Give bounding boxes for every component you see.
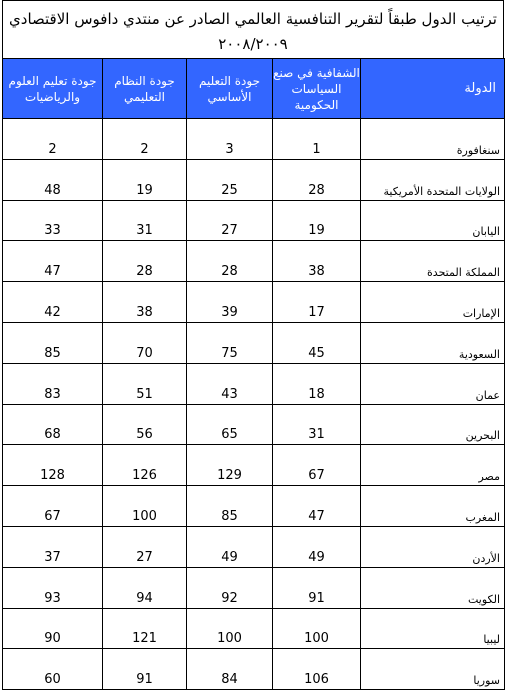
cell-country: اليابان <box>361 200 505 241</box>
cell-education-system: 28 <box>103 241 187 282</box>
cell-basic-education: 3 <box>187 119 273 160</box>
cell-basic-education: 39 <box>187 282 273 323</box>
cell-education-system: 51 <box>103 363 187 404</box>
cell-science-math: 47 <box>3 241 103 282</box>
cell-transparency: 106 <box>273 649 361 690</box>
cell-education-system: 19 <box>103 159 187 200</box>
cell-education-system: 2 <box>103 119 187 160</box>
header-country: الدولة <box>361 59 505 119</box>
cell-basic-education: 129 <box>187 445 273 486</box>
cell-transparency: 45 <box>273 322 361 363</box>
cell-education-system: 56 <box>103 404 187 445</box>
cell-basic-education: 43 <box>187 363 273 404</box>
title-line-1: ترتيب الدول طبقاً لتقرير التنافسية العالمي الصادر عن منتدي دافوس الاقتصادي <box>9 10 497 28</box>
cell-transparency: 67 <box>273 445 361 486</box>
table-row <box>3 159 505 200</box>
cell-country: الإمارات <box>361 282 505 323</box>
cell-education-system: 38 <box>103 282 187 323</box>
table-row <box>3 119 505 160</box>
cell-transparency: 28 <box>273 159 361 200</box>
header-transparency: الشفافية في صنع السياسات الحكومية <box>273 59 361 119</box>
cell-country: الأردن <box>361 526 505 567</box>
table-row <box>3 608 505 649</box>
cell-transparency: 17 <box>273 282 361 323</box>
cell-education-system: 27 <box>103 526 187 567</box>
table-row <box>3 200 505 241</box>
cell-transparency: 91 <box>273 567 361 608</box>
cell-science-math: 128 <box>3 445 103 486</box>
table-row <box>3 322 505 363</box>
table-row <box>3 363 505 404</box>
cell-basic-education: 25 <box>187 159 273 200</box>
cell-science-math: 90 <box>3 608 103 649</box>
table-row <box>3 567 505 608</box>
cell-science-math: 37 <box>3 526 103 567</box>
cell-transparency: 100 <box>273 608 361 649</box>
cell-transparency: 38 <box>273 241 361 282</box>
table-row <box>3 282 505 323</box>
header-science-math: جودة تعليم العلوم والرياضيات <box>3 59 103 119</box>
cell-transparency: 19 <box>273 200 361 241</box>
cell-science-math: 33 <box>3 200 103 241</box>
header-basic-education: جودة التعليم الأساسي <box>187 59 273 119</box>
cell-basic-education: 92 <box>187 567 273 608</box>
cell-science-math: 83 <box>3 363 103 404</box>
cell-basic-education: 28 <box>187 241 273 282</box>
cell-science-math: 67 <box>3 486 103 527</box>
cell-transparency: 18 <box>273 363 361 404</box>
cell-education-system: 91 <box>103 649 187 690</box>
cell-basic-education: 65 <box>187 404 273 445</box>
cell-country: السعودية <box>361 322 505 363</box>
cell-country: المغرب <box>361 486 505 527</box>
cell-country: سنغافورة <box>361 119 505 160</box>
cell-country: المملكة المتحدة <box>361 241 505 282</box>
cell-country: ليبيا <box>361 608 505 649</box>
table-row <box>3 649 505 690</box>
table-row <box>3 404 505 445</box>
cell-transparency: 1 <box>273 119 361 160</box>
cell-education-system: 31 <box>103 200 187 241</box>
cell-basic-education: 27 <box>187 200 273 241</box>
cell-country: البحرين <box>361 404 505 445</box>
cell-science-math: 42 <box>3 282 103 323</box>
cell-science-math: 2 <box>3 119 103 160</box>
table-title <box>2 0 504 58</box>
header-row <box>3 59 505 119</box>
cell-education-system: 121 <box>103 608 187 649</box>
cell-science-math: 60 <box>3 649 103 690</box>
cell-country: سوريا <box>361 649 505 690</box>
cell-basic-education: 84 <box>187 649 273 690</box>
cell-education-system: 94 <box>103 567 187 608</box>
cell-education-system: 100 <box>103 486 187 527</box>
cell-country: عمان <box>361 363 505 404</box>
header-education-system: جودة النظام التعليمي <box>103 59 187 119</box>
cell-basic-education: 85 <box>187 486 273 527</box>
spreadsheet <box>2 0 504 688</box>
cell-basic-education: 100 <box>187 608 273 649</box>
table-row <box>3 445 505 486</box>
table-row <box>3 486 505 527</box>
cell-transparency: 47 <box>273 486 361 527</box>
cell-science-math: 85 <box>3 322 103 363</box>
table-row <box>3 526 505 567</box>
cell-country: مصر <box>361 445 505 486</box>
cell-education-system: 126 <box>103 445 187 486</box>
cell-science-math: 93 <box>3 567 103 608</box>
cell-science-math: 48 <box>3 159 103 200</box>
ranking-table <box>2 58 505 690</box>
cell-science-math: 68 <box>3 404 103 445</box>
cell-country: الكويت <box>361 567 505 608</box>
cell-basic-education: 75 <box>187 322 273 363</box>
cell-transparency: 31 <box>273 404 361 445</box>
cell-country: الولايات المتحدة الأمريكية <box>361 159 505 200</box>
cell-transparency: 49 <box>273 526 361 567</box>
cell-education-system: 70 <box>103 322 187 363</box>
table-row <box>3 241 505 282</box>
title-line-2: ٢٠٠٨/٢٠٠٩ <box>218 35 288 53</box>
cell-basic-education: 49 <box>187 526 273 567</box>
